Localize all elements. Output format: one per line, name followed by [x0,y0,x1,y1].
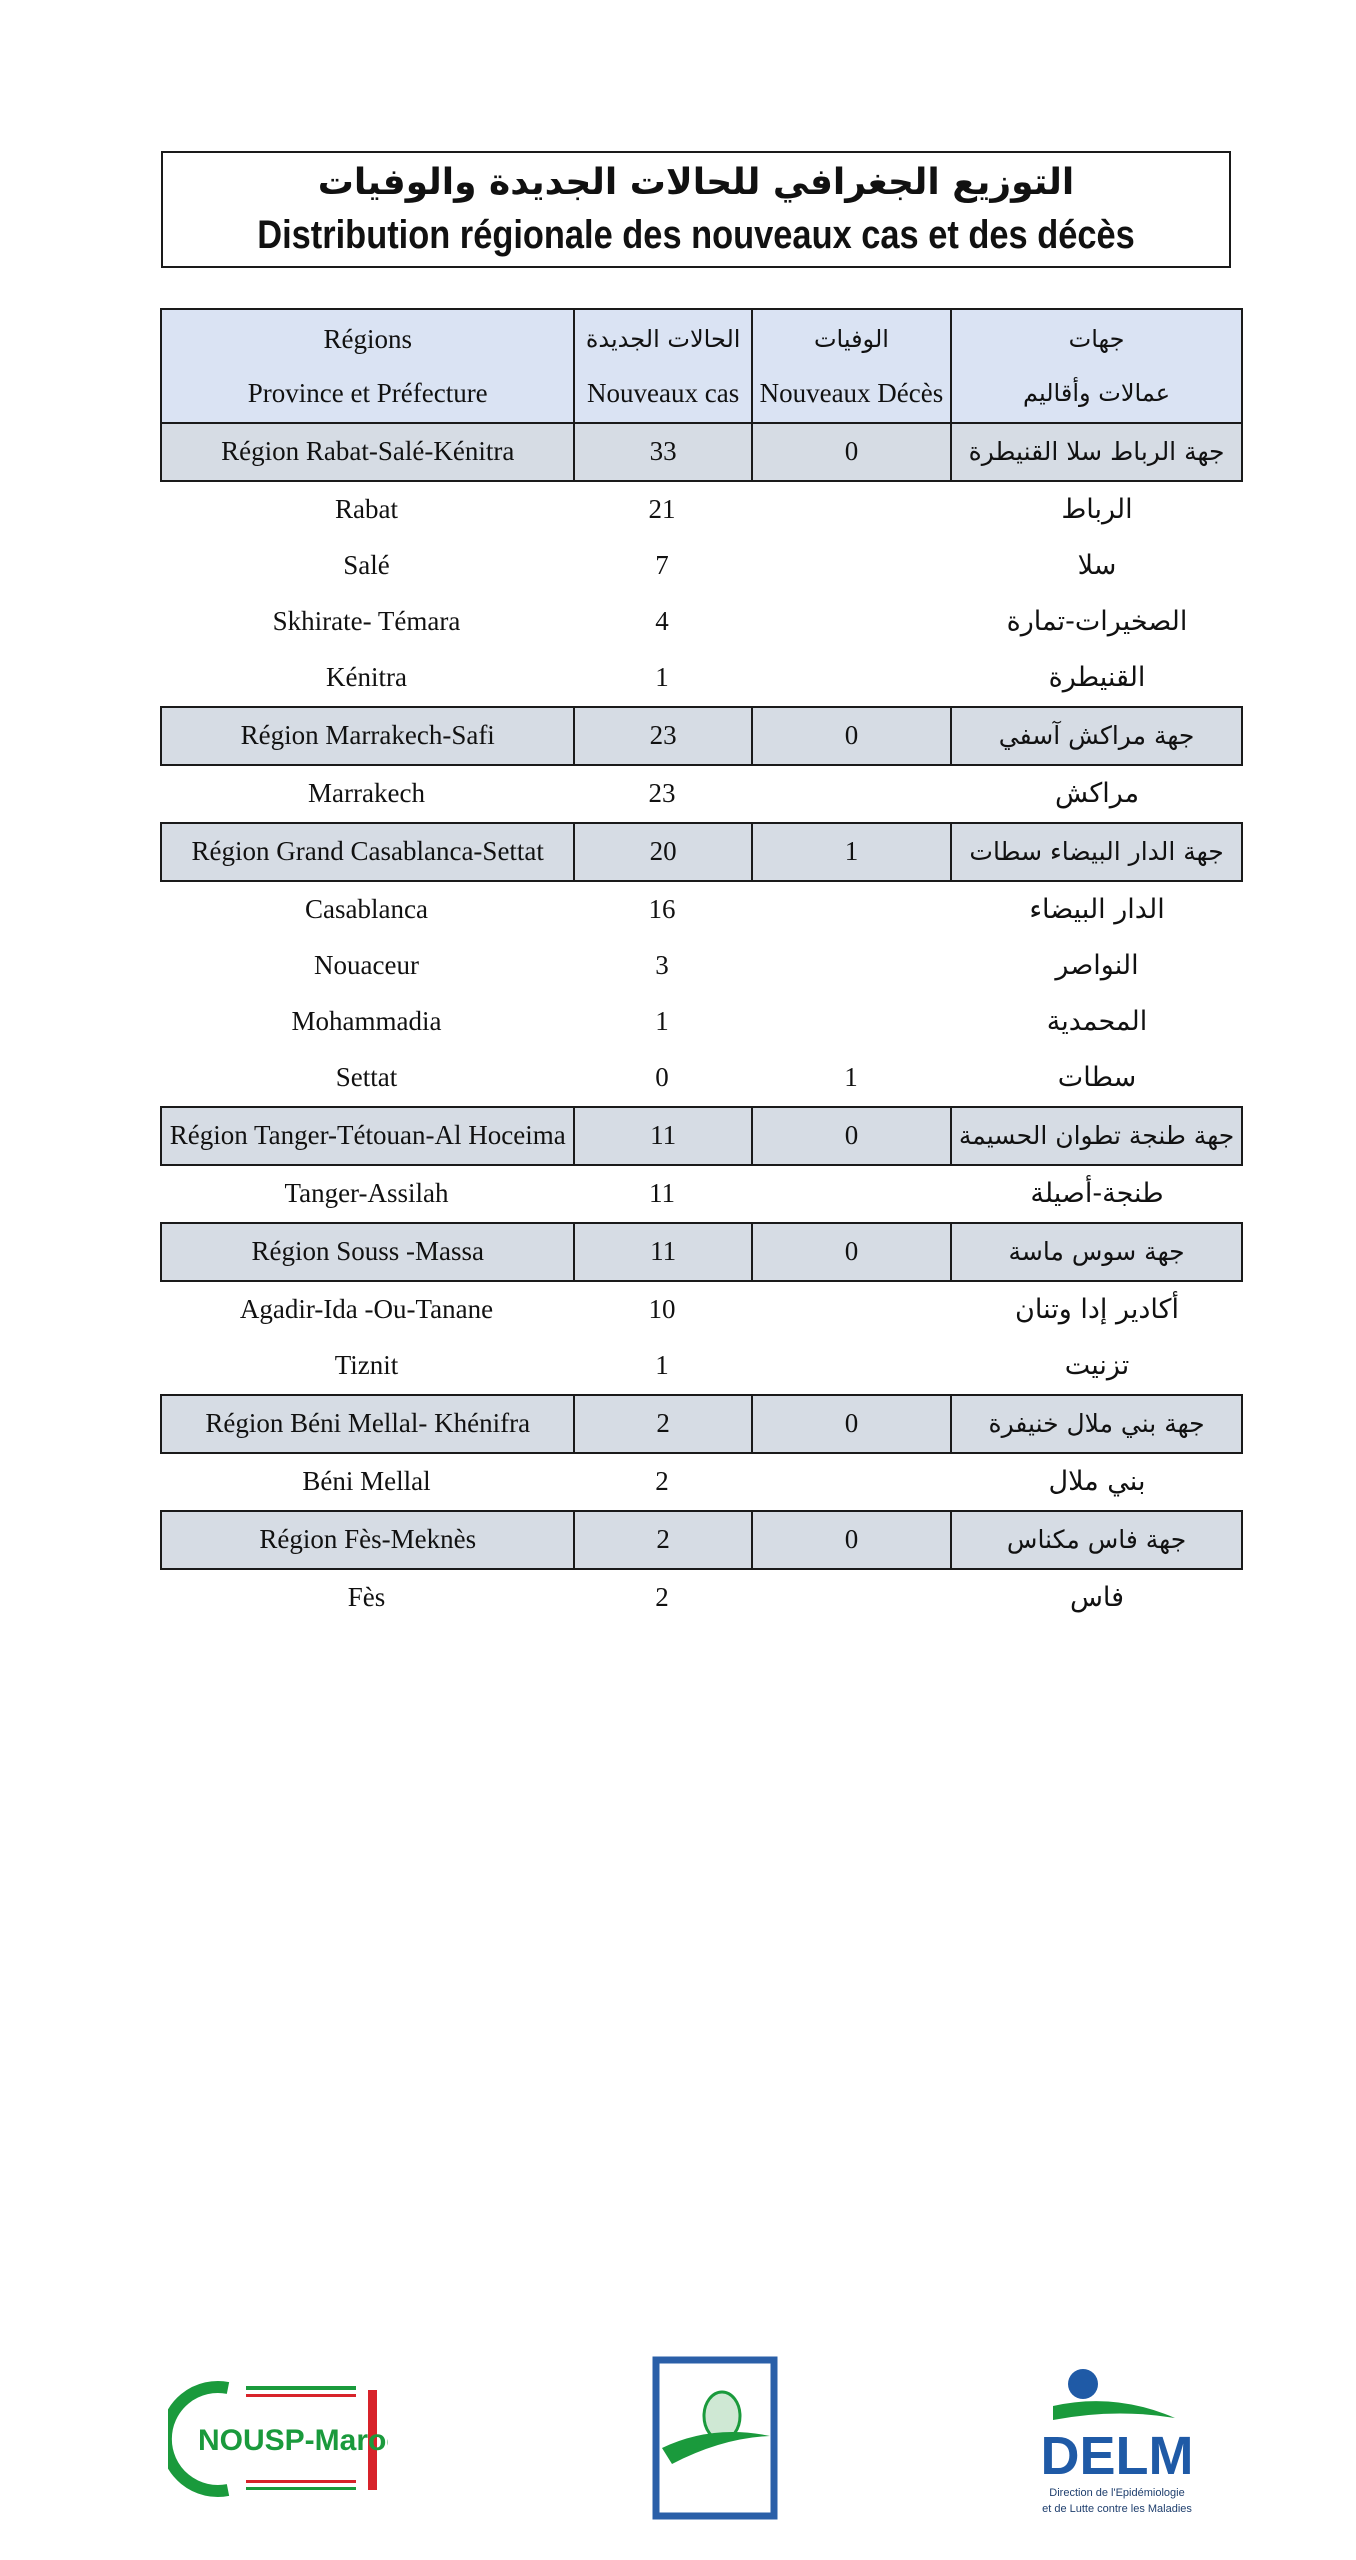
row-arabic-cell: الصخيرات-تمارة [1006,606,1188,637]
province-row [160,1050,1243,1106]
row-cases-cell: 0 [655,1062,669,1092]
delm-subtitle-1: Direction de l'Epidémiologie [1049,2487,1185,2499]
row-arabic-cell: تزنيت [1064,1350,1130,1381]
title-french: Distribution régionale des nouveaux cas et des décès [257,213,1135,257]
row-cases-cell: 11 [573,1224,750,1280]
row-deaths-cell [751,882,951,938]
row-name-cell: Rabat [335,494,398,524]
header-new-cases-label: Nouveaux cas [587,378,740,408]
province-row [160,538,1243,594]
row-arabic-cell: جهة طنجة تطوان الحسيمة [950,1108,1241,1164]
row-cases-cell: 23 [573,708,750,764]
row-arabic-cell: القنيطرة [1048,662,1146,693]
emblem-wave [662,2432,770,2464]
row-arabic-cell: المحمدية [1046,1006,1148,1037]
header-regions-label: Régions [323,324,412,354]
row-arabic-cell: جهة بني ملال خنيفرة [950,1396,1241,1452]
row-deaths-cell: 0 [751,1224,950,1280]
row-cases-cell: 21 [648,494,676,524]
row-deaths-cell [751,1570,951,1626]
province-row [160,482,1243,538]
nousp-top-line-2 [246,2394,356,2397]
region-row [160,1106,1243,1166]
row-deaths-cell: 1 [751,824,950,880]
row-name-cell: Région Béni Mellal- Khénifra [205,1408,531,1438]
row-cases-cell: 10 [648,1294,676,1324]
delm-logo-text: DELM [1040,2426,1194,2486]
ministry-emblem-icon [652,2356,778,2520]
distribution-table [160,308,1243,1626]
row-deaths-cell: 0 [751,424,950,480]
delm-logo [1035,2362,1200,2520]
row-name-cell: Kénitra [326,662,407,692]
province-row [160,1166,1243,1222]
row-cases-cell: 11 [649,1178,675,1208]
row-cases-cell: 2 [573,1396,750,1452]
row-name-cell: Région Grand Casablanca-Settat [191,836,544,866]
province-row [160,594,1243,650]
province-row [160,882,1243,938]
region-row [160,822,1243,882]
row-cases-cell: 2 [573,1512,750,1568]
row-cases-cell: 16 [648,894,676,924]
row-cases-cell: 33 [573,424,750,480]
row-deaths-cell: 0 [751,1396,950,1452]
row-name-cell: Settat [335,1062,398,1092]
row-arabic-cell: فاس [1069,1582,1125,1613]
row-name-cell: Région Souss -Massa [251,1236,484,1266]
row-arabic-cell: جهة مراكش آسفي [950,708,1241,764]
row-arabic-cell: أكادير إدا وتنان [1015,1294,1179,1325]
delm-head-shape [1068,2369,1098,2399]
row-name-cell: Région Marrakech-Safi [240,720,495,750]
row-arabic-cell: طنجة-أصيلة [1030,1178,1164,1209]
row-cases-cell: 3 [655,950,669,980]
row-arabic-cell: النواصر [1055,950,1139,981]
row-deaths-cell [751,650,951,706]
row-name-cell: Région Tanger-Tétouan-Al Hoceima [169,1120,566,1150]
row-deaths-cell [751,766,951,822]
row-deaths-cell: 1 [844,1062,858,1092]
nousp-logo [168,2370,388,2505]
row-arabic-cell: سلا [1077,550,1117,581]
row-deaths-cell [751,1454,951,1510]
row-name-cell: Béni Mellal [302,1466,431,1496]
row-name-cell: Marrakech [308,778,425,808]
nousp-logo-icon [168,2370,388,2505]
region-row [160,1510,1243,1570]
delm-subtitle-2: et de Lutte contre les Maladies [1042,2503,1192,2515]
row-arabic-cell: الدار البيضاء [1029,894,1165,925]
row-deaths-cell [751,1282,951,1338]
region-row [160,1394,1243,1454]
row-cases-cell: 23 [648,778,676,808]
nousp-logo-text: NOUSP-Maroc [198,2424,388,2457]
row-deaths-cell: 0 [751,708,950,764]
row-name-cell: Tiznit [334,1350,399,1380]
row-cases-cell: 1 [655,1006,669,1036]
row-deaths-cell [751,1166,951,1222]
nousp-bottom-line-2 [246,2487,356,2490]
row-name-cell: Casablanca [305,894,428,924]
row-arabic-cell: جهة الرباط سلا القنيطرة [950,424,1241,480]
delm-logo-icon [1035,2362,1200,2520]
ministry-logo [652,2356,778,2520]
province-row [160,1454,1243,1510]
header-regions [162,310,573,422]
row-arabic-cell: جهة فاس مكناس [950,1512,1241,1568]
row-name-cell: Agadir-Ida -Ou-Tanane [239,1294,494,1324]
row-name-cell: Fès [347,1582,386,1612]
table-header [160,308,1243,424]
header-deaths [751,310,950,422]
region-row [160,706,1243,766]
region-row [160,422,1243,482]
row-name-cell: Tanger-Assilah [284,1178,449,1208]
row-cases-cell: 4 [655,606,669,636]
row-deaths-cell [751,994,951,1050]
header-arabic-regions [950,310,1241,422]
header-provinces-arabic: عمالات وأقاليم [1023,379,1171,407]
title-arabic: التوزيع الجغرافي للحالات الجديدة والوفيات [317,162,1075,203]
row-name-cell: Mohammadia [291,1006,442,1036]
row-deaths-cell: 0 [751,1512,950,1568]
table-body [160,422,1243,1626]
province-row [160,1338,1243,1394]
row-arabic-cell: بني ملال [1048,1466,1146,1497]
province-row [160,1282,1243,1338]
nousp-bottom-line [246,2480,356,2483]
row-arabic-cell: الرباط [1061,494,1133,525]
province-row [160,650,1243,706]
header-new-cases [573,310,750,422]
nousp-top-line [246,2386,356,2390]
province-row [160,766,1243,822]
row-name-cell: Skhirate- Témara [272,606,461,636]
row-deaths-cell [751,538,951,594]
row-name-cell: Région Fès-Meknès [259,1524,477,1554]
row-cases-cell: 1 [655,662,669,692]
row-arabic-cell: جهة الدار البيضاء سطات [950,824,1241,880]
row-cases-cell: 20 [573,824,750,880]
row-deaths-cell [751,1338,951,1394]
province-row [160,938,1243,994]
row-deaths-cell [751,938,951,994]
row-cases-cell: 7 [655,550,669,580]
region-row [160,1222,1243,1282]
delm-swoosh [1053,2401,1175,2420]
row-cases-cell: 11 [573,1108,750,1164]
row-deaths-cell [751,482,951,538]
row-name-cell: Nouaceur [314,950,419,980]
row-arabic-cell: سطات [1057,1062,1137,1093]
row-name-cell: Région Rabat-Salé-Kénitra [221,436,515,466]
header-regions-arabic: جهات [1068,325,1125,353]
row-arabic-cell: مراكش [1054,778,1140,809]
row-cases-cell: 1 [655,1350,669,1380]
row-deaths-cell [751,594,951,650]
title-box [161,151,1231,268]
province-row [160,994,1243,1050]
row-name-cell: Salé [343,550,390,580]
header-new-cases-arabic: الحالات الجديدة [585,325,741,353]
header-deaths-arabic: الوفيات [813,325,889,353]
row-arabic-cell: جهة سوس ماسة [950,1224,1241,1280]
header-province-label: Province et Préfecture [247,378,488,408]
header-deaths-label: Nouveaux Décès [759,378,944,408]
province-row [160,1570,1243,1626]
row-deaths-cell: 0 [751,1108,950,1164]
row-cases-cell: 2 [655,1582,669,1612]
row-cases-cell: 2 [655,1466,669,1496]
